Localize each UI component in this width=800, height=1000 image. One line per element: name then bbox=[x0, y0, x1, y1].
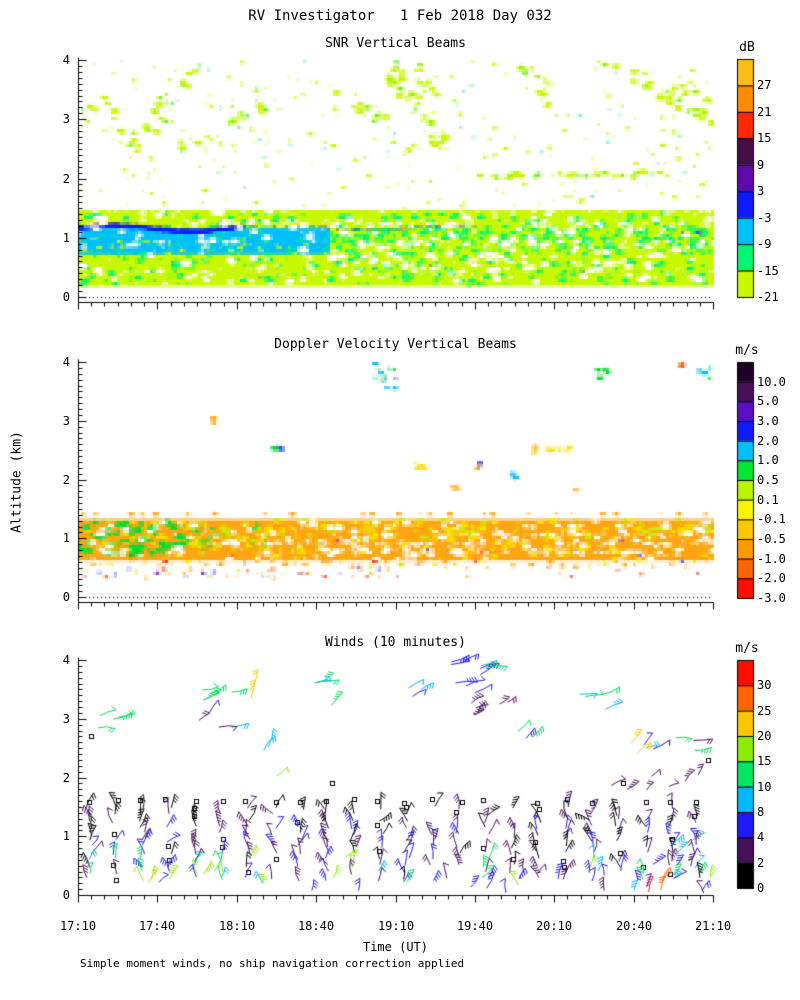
panel-snr-title: SNR Vertical Beams bbox=[325, 36, 466, 51]
x-tick-label: 17:10 bbox=[59, 919, 97, 933]
colorbar-tick-label: 3.0 bbox=[757, 414, 779, 428]
x-tick-label: 19:40 bbox=[456, 919, 494, 933]
y-tick-label: 2 bbox=[62, 473, 70, 487]
colorbar-tick-label: 10.0 bbox=[757, 375, 786, 389]
colorbar-tick-label: 0.5 bbox=[757, 473, 779, 487]
y-tick-label: 4 bbox=[62, 653, 70, 667]
colorbar-tick-label: 10 bbox=[757, 780, 772, 794]
colorbar-tick-label: -2.0 bbox=[757, 571, 786, 585]
y-tick-label: 3 bbox=[62, 414, 70, 428]
colorbar-tick-label: -1.0 bbox=[757, 552, 786, 566]
y-tick-label: 4 bbox=[62, 53, 70, 67]
colorbar-tick-label: -9 bbox=[757, 237, 772, 251]
y-tick-label: 1 bbox=[62, 231, 70, 245]
x-axis-title: Time (UT) bbox=[362, 940, 429, 954]
colorbar-tick-label: -21 bbox=[757, 290, 779, 304]
y-tick-label: 3 bbox=[62, 712, 70, 726]
colorbar-tick-label: 5.0 bbox=[757, 394, 779, 408]
x-tick-label: 18:10 bbox=[218, 919, 256, 933]
colorbar-tick-label: -3.0 bbox=[757, 591, 786, 605]
colorbar-tick-label: 30 bbox=[757, 678, 772, 692]
colorbar-tick-label: 15 bbox=[757, 131, 772, 145]
colorbar-tick-label: 0.1 bbox=[757, 493, 779, 507]
colorbar-tick-label: 20 bbox=[757, 729, 772, 743]
y-tick-label: 1 bbox=[62, 829, 70, 843]
colorbar-tick-label: 2 bbox=[757, 856, 765, 870]
colorbar-tick-label: 15 bbox=[757, 754, 772, 768]
y-tick-label: 2 bbox=[62, 172, 70, 186]
colorbar-tick-label: 2.0 bbox=[757, 434, 779, 448]
colorbar-tick-label: 9 bbox=[757, 158, 765, 172]
colorbar-tick-label: -15 bbox=[757, 264, 779, 278]
colorbar-winds-units: m/s bbox=[735, 641, 759, 656]
colorbar-tick-label: 27 bbox=[757, 78, 772, 92]
panel-winds-title: Winds (10 minutes) bbox=[325, 635, 466, 650]
x-tick-label: 20:40 bbox=[615, 919, 653, 933]
y-tick-label: 0 bbox=[62, 590, 70, 604]
colorbar-tick-label: -0.1 bbox=[757, 512, 786, 526]
colorbar-tick-label: -0.5 bbox=[757, 532, 786, 546]
colorbar-tick-label: 4 bbox=[757, 830, 765, 844]
panel-doppler-title: Doppler Velocity Vertical Beams bbox=[274, 337, 517, 352]
colorbar-snr-units: dB bbox=[739, 40, 755, 55]
colorbar-doppler-units: m/s bbox=[735, 343, 759, 358]
colorbar-tick-label: 1.0 bbox=[757, 453, 779, 467]
colorbar-tick-label: 3 bbox=[757, 184, 765, 198]
colorbar-tick-label: 21 bbox=[757, 105, 772, 119]
colorbar-tick-label: -3 bbox=[757, 211, 772, 225]
x-tick-label: 21:10 bbox=[694, 919, 732, 933]
x-tick-label: 18:40 bbox=[297, 919, 335, 933]
x-tick-label: 17:40 bbox=[138, 919, 176, 933]
y-tick-label: 1 bbox=[62, 531, 70, 545]
colorbar-tick-label: 0 bbox=[757, 881, 765, 895]
footnote: Simple moment winds, no ship navigation correction applied bbox=[80, 957, 465, 970]
y-tick-label: 0 bbox=[62, 290, 70, 304]
y-tick-label: 0 bbox=[62, 888, 70, 902]
y-tick-label: 2 bbox=[62, 771, 70, 785]
x-tick-label: 19:10 bbox=[377, 919, 415, 933]
y-tick-label: 3 bbox=[62, 112, 70, 126]
x-tick-label: 20:10 bbox=[535, 919, 573, 933]
y-tick-label: 4 bbox=[62, 355, 70, 369]
y-axis-title: Altitude (km) bbox=[9, 431, 25, 533]
colorbar-tick-label: 8 bbox=[757, 805, 765, 819]
colorbar-tick-label: 25 bbox=[757, 704, 772, 718]
figure-title: RV Investigator 1 Feb 2018 Day 032 bbox=[248, 8, 552, 24]
